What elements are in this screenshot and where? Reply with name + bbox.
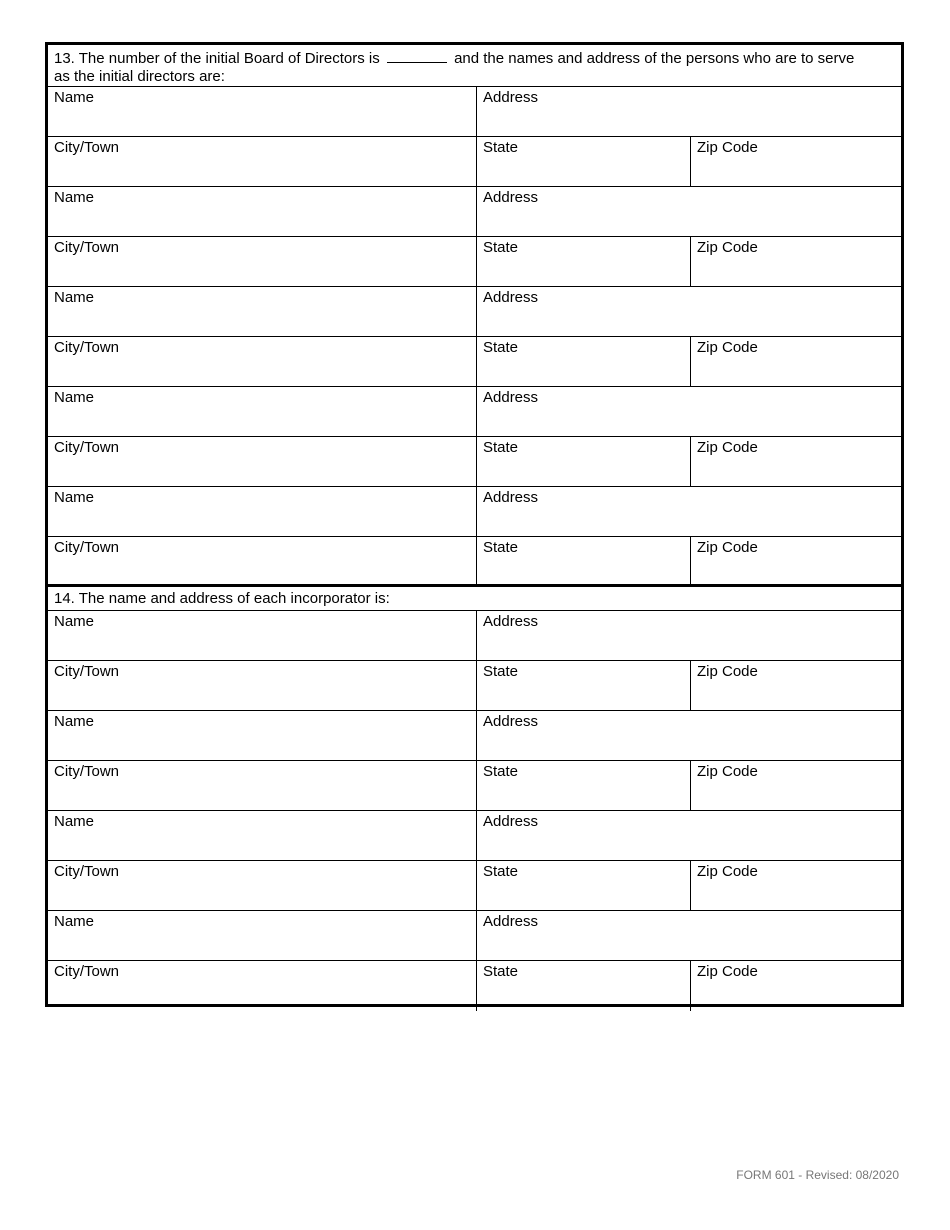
address-field[interactable] (476, 911, 901, 960)
name-field[interactable] (48, 711, 476, 760)
name-field[interactable] (48, 811, 476, 860)
address-field-label: Address (483, 713, 539, 730)
state-field[interactable] (476, 761, 690, 810)
zip-field[interactable] (690, 861, 901, 910)
section14-name-row (48, 811, 901, 861)
state-field-label: State (483, 439, 519, 456)
section13-name-row (48, 387, 901, 437)
name-field[interactable] (48, 87, 476, 136)
city-field[interactable] (48, 761, 476, 810)
city-field-label: City/Town (54, 539, 120, 556)
zip-field-label: Zip Code (697, 663, 758, 680)
zip-field[interactable] (690, 337, 901, 386)
zip-field-label: Zip Code (697, 239, 758, 256)
zip-field[interactable] (690, 237, 901, 286)
city-field[interactable] (48, 961, 476, 1011)
address-field[interactable] (476, 611, 901, 660)
zip-field-label: Zip Code (697, 863, 758, 880)
city-field[interactable] (48, 537, 476, 584)
name-field-label: Name (54, 489, 95, 506)
address-field-label: Address (483, 189, 539, 206)
section-13-header (48, 45, 901, 87)
zip-field-label: Zip Code (697, 339, 758, 356)
state-field[interactable] (476, 337, 690, 386)
address-field-label: Address (483, 289, 539, 306)
section14-city-row (48, 861, 901, 911)
zip-field-label: Zip Code (697, 539, 758, 556)
city-field[interactable] (48, 861, 476, 910)
city-field-label: City/Town (54, 863, 120, 880)
city-field-label: City/Town (54, 763, 120, 780)
state-field[interactable] (476, 661, 690, 710)
state-field-label: State (483, 539, 519, 556)
name-field-label: Name (54, 813, 95, 830)
address-field-label: Address (483, 489, 539, 506)
address-field[interactable] (476, 187, 901, 236)
name-field-label: Name (54, 89, 95, 106)
zip-field-label: Zip Code (697, 439, 758, 456)
form-table (45, 42, 904, 1007)
section-13-text-before: 13. The number of the initial Board of Directors is (54, 50, 380, 67)
zip-field[interactable] (690, 761, 901, 810)
state-field-label: State (483, 963, 519, 980)
name-field[interactable] (48, 387, 476, 436)
city-field[interactable] (48, 337, 476, 386)
section-13-text-after: and the names and address of the persons who are to serve (454, 50, 855, 67)
section13-city-row (48, 337, 901, 387)
state-field-label: State (483, 863, 519, 880)
city-field-label: City/Town (54, 963, 120, 980)
name-field-label: Name (54, 613, 95, 630)
section13-city-row (48, 437, 901, 487)
city-field-label: City/Town (54, 239, 120, 256)
address-field[interactable] (476, 711, 901, 760)
state-field[interactable] (476, 237, 690, 286)
address-field[interactable] (476, 811, 901, 860)
state-field-label: State (483, 139, 519, 156)
section14-name-row (48, 911, 901, 961)
state-field[interactable] (476, 137, 690, 186)
city-field[interactable] (48, 137, 476, 186)
section13-name-row (48, 287, 901, 337)
state-field-label: State (483, 339, 519, 356)
section13-city-row (48, 537, 901, 587)
city-field-label: City/Town (54, 439, 120, 456)
name-field-label: Name (54, 713, 95, 730)
section13-name-row (48, 87, 901, 137)
section14-city-row (48, 661, 901, 711)
zip-field[interactable] (690, 961, 901, 1011)
name-field-label: Name (54, 913, 95, 930)
city-field-label: City/Town (54, 339, 120, 356)
name-field-label: Name (54, 389, 95, 406)
zip-field[interactable] (690, 661, 901, 710)
name-field-label: Name (54, 289, 95, 306)
section13-city-row (48, 237, 901, 287)
form-footer: FORM 601 - Revised: 08/2020 (736, 1168, 899, 1182)
section13-name-row (48, 487, 901, 537)
state-field-label: State (483, 239, 519, 256)
zip-field-label: Zip Code (697, 963, 758, 980)
city-field-label: City/Town (54, 663, 120, 680)
state-field-label: State (483, 763, 519, 780)
zip-field-label: Zip Code (697, 763, 758, 780)
address-field-label: Address (483, 813, 539, 830)
section-13-text-line2: as the initial directors are: (54, 68, 225, 85)
section14-city-row (48, 761, 901, 811)
name-field[interactable] (48, 611, 476, 660)
section13-name-row (48, 187, 901, 237)
state-field[interactable] (476, 861, 690, 910)
state-field[interactable] (476, 961, 690, 1011)
section14-city-row (48, 961, 901, 1011)
address-field-label: Address (483, 389, 539, 406)
name-field-label: Name (54, 189, 95, 206)
zip-field-label: Zip Code (697, 139, 758, 156)
board-count-blank[interactable] (387, 48, 447, 63)
zip-field[interactable] (690, 537, 901, 584)
city-field[interactable] (48, 437, 476, 486)
name-field[interactable] (48, 487, 476, 536)
section13-city-row (48, 137, 901, 187)
city-field[interactable] (48, 661, 476, 710)
section14-name-row (48, 711, 901, 761)
state-field-label: State (483, 663, 519, 680)
address-field[interactable] (476, 87, 901, 136)
state-field[interactable] (476, 537, 690, 584)
zip-field[interactable] (690, 137, 901, 186)
address-field-label: Address (483, 89, 539, 106)
address-field-label: Address (483, 913, 539, 930)
name-field[interactable] (48, 187, 476, 236)
name-field[interactable] (48, 911, 476, 960)
address-field[interactable] (476, 487, 901, 536)
state-field[interactable] (476, 437, 690, 486)
address-field-label: Address (483, 613, 539, 630)
section14-name-row (48, 611, 901, 661)
address-field[interactable] (476, 387, 901, 436)
zip-field[interactable] (690, 437, 901, 486)
section-14-heading: 14. The name and address of each incorporator is: (48, 587, 901, 611)
address-field[interactable] (476, 287, 901, 336)
city-field-label: City/Town (54, 139, 120, 156)
city-field[interactable] (48, 237, 476, 286)
name-field[interactable] (48, 287, 476, 336)
